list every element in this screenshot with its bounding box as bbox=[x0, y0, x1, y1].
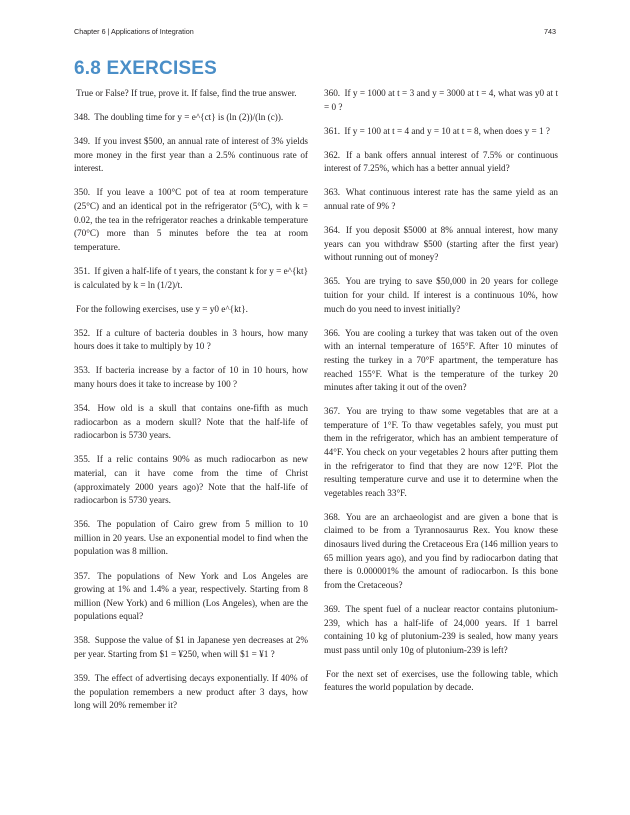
exercise-item: 369. The spent fuel of a nuclear reactor contains plutonium-239, which has a half-life of 24,000 years. If 1 barrel containing 10 kg of plutonium-239 is sealed, how many years must pass until only 10g of plutonium-239 is left? bbox=[324, 603, 558, 655]
exercise-item: 365. You are trying to save $50,000 in 20 years for college tuition for your child. If interest is a continuous 10%, how much do you need to invest initially? bbox=[324, 276, 558, 314]
exercise-item: 361. If y = 100 at t = 4 and y = 10 at t = 8, when does y = 1 ? bbox=[324, 125, 550, 136]
exercise-item: 368. You are an archaeologist and are given a bone that is claimed to be from a Tyrannosaurus Rex. You know these dinosaurs lived during the Cretaceous Era (146 million years to 65 million years ago), and you find by radiocarbon dating that there is 0.000001% the amount of radiocarbon. Is this bone from the Cretaceous? bbox=[324, 511, 558, 590]
exercise-item: 351. If given a half-life of t years, the constant k for y = e^{kt} is calculated by k = ln (1/2)/t. bbox=[74, 265, 308, 290]
exercise-item: 363. What continuous interest rate has the same yield as an annual rate of 9% ? bbox=[324, 187, 558, 212]
exercise-item: 364. If you deposit $5000 at 8% annual interest, how many years can you withdraw $500 (starting after the first year) without running out of money? bbox=[324, 225, 558, 263]
exercise-item: For the following exercises, use y = y0 e^{kt}. bbox=[76, 303, 248, 314]
exercise-item: 358. Suppose the value of $1 in Japanese yen decreases at 2% per year. Starting from $1 = ¥250, when will $1 = ¥1 ? bbox=[74, 635, 309, 659]
exercise-item: 366. You are cooling a turkey that was taken out of the oven with an internal temperature of 165°F. After 10 minutes of resting the turkey in a 70°F apartment, the temperature has reached 155°F. What is the temperature of the turkey 20 minutes after taking it out of the oven? bbox=[324, 327, 558, 393]
exercise-item: 367. You are trying to thaw some vegetables that are at a temperature of 1°F. To thaw vegetables safely, you must put them in the refrigerator, which has an ambient temperature of 44°F. You check on your vegetables 2 hours after putting them in the refrigerator to find that they are now 12°F. Plot the resulting temperature curve and use it to determine when the vegetables reach 33°F. bbox=[324, 406, 558, 498]
exercise-item: 357. The populations of New York and Los Angeles are growing at 1% and 1.4% a year, respectively. Starting from 8 million (New York) and 6 million (Los Angeles), when are the populations equal? bbox=[74, 570, 308, 622]
exercise-item: 356. The population of Cairo grew from 5 million to 10 million in 20 years. Use an exponential model to find when the population was 8 million. bbox=[74, 519, 309, 557]
page-number: 743 bbox=[544, 27, 556, 36]
exercise-item: 355. If a relic contains 90% as much radiocarbon as new material, can it have come from the time of Christ (approximately 2000 years ago)? Note that the half-life of radiocarbon is 5730 years. bbox=[74, 454, 309, 506]
section-title: 6.8 EXERCISES bbox=[74, 58, 218, 79]
exercise-item: 349. If you invest $500, an annual rate of interest of 3% yields more money in the first year than a 2.5% continuous rate of interest. bbox=[74, 136, 308, 174]
exercise-item: 348. The doubling time for y = e^{ct} is (ln (2))/(ln (c)). bbox=[74, 112, 284, 123]
exercise-item: 362. If a bank offers annual interest of 7.5% or continuous interest of 7.25%, which has a better annual yield? bbox=[324, 149, 558, 174]
right-column bbox=[324, 87, 558, 705]
left-column bbox=[74, 87, 308, 723]
exercise-item: True or False? If true, prove it. If false, find the true answer. bbox=[76, 88, 297, 98]
exercise-item: 354. How old is a skull that contains one-fifth as much radiocarbon as a modern skull? Note that the half-life of radiocarbon is 5730 years. bbox=[74, 403, 309, 441]
exercise-item: 360. If y = 1000 at t = 3 and y = 3000 at t = 4, what was y0 at t = 0 ? bbox=[324, 88, 558, 112]
running-head: Chapter 6 | Applications of Integration bbox=[74, 27, 194, 36]
exercise-item: 359. The effect of advertising decays exponentially. If 40% of the population remembers a new product after 3 days, how long will 20% remember it? bbox=[74, 673, 308, 711]
exercise-item: 352. If a culture of bacteria doubles in 3 hours, how many hours does it take to multiply by 10 ? bbox=[74, 327, 309, 352]
exercise-item: 350. If you leave a 100°C pot of tea at room temperature (25°C) and an identical pot in the refrigerator (5°C), with k = 0.02, the tea in the refrigerator reaches a drinkable temperature (70°C) more than 5 minutes before the tea at room temperature. bbox=[74, 187, 308, 252]
exercise-item: For the next set of exercises, use the following table, which features the world population by decade. bbox=[324, 668, 558, 693]
exercise-item: 353. If bacteria increase by a factor of 10 in 10 hours, how many hours does it take to increase by 100 ? bbox=[74, 365, 308, 389]
